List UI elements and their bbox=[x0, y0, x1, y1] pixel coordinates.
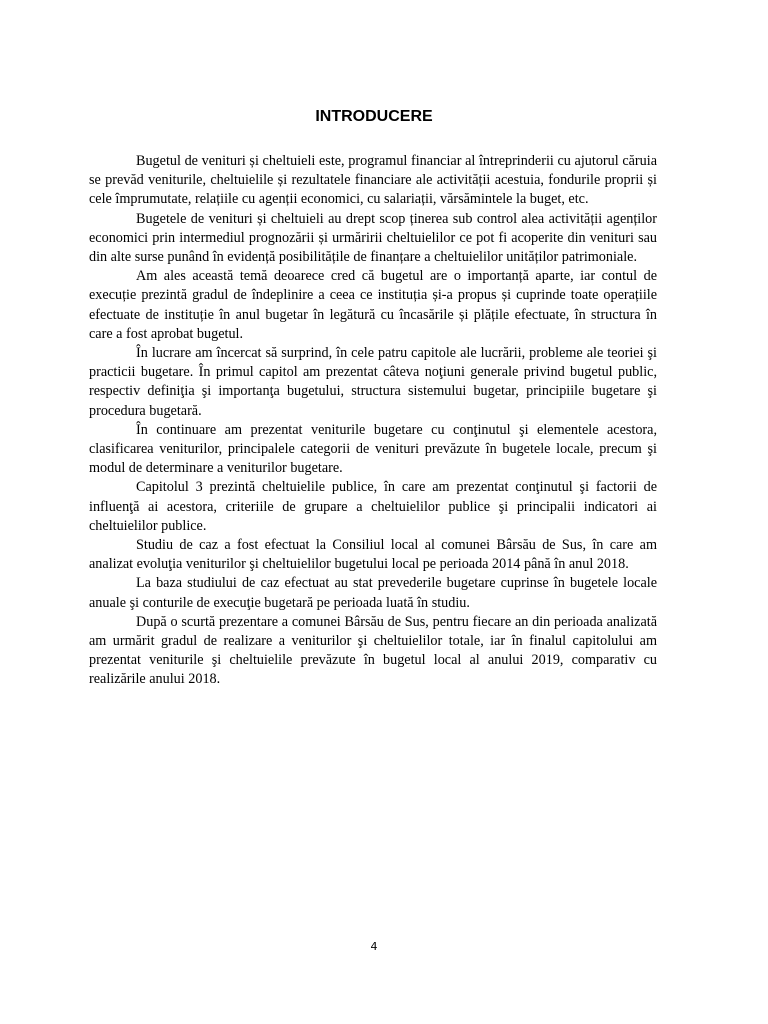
paragraph: Studiu de caz a fost efectuat la Consiliul local al comunei Bârsău de Sus, în care am analizat evoluţia veniturilor şi cheltuielilor bugetului local pe perioada 2014 până în anul 2018. bbox=[89, 537, 657, 573]
page-number: 4 bbox=[370, 940, 378, 953]
paragraph: După o scurtă prezentare a comunei Bârsău de Sus, pentru fiecare an din perioada analizată am urmărit gradul de realizare a veniturilor şi cheltuielilor totale, iar în finalul capitolului am prezentat veniturile şi cheltuielile prevăzute în bugetul local al anului 2019, comparativ cu realizările anului 2018. bbox=[89, 613, 657, 688]
paragraph: Bugetul de venituri și cheltuieli este, programul financiar al întreprinderii cu ajutorul căruia se prevăd veniturile, cheltuielile și rezultatele financiare ale activității acestuia, fondurile proprii și cele împrumutate, relațiile cu agenții economici, cu salariații, vărsămintele la buget, etc. bbox=[89, 153, 657, 208]
page-title: INTRODUCERE bbox=[315, 108, 433, 125]
paragraph: La baza studiului de caz efectuat au stat prevederile bugetare cuprinse în bugetele locale anuale şi conturile de execuţie bugetară pe perioada luată în studiu. bbox=[89, 575, 657, 611]
paragraph: În lucrare am încercat să surprind, în cele patru capitole ale lucrării, probleme ale teoriei şi practicii bugetare. În primul capitol am prezentat câteva noţiuni generale privind bugetul public, respectiv definiţia şi importanţa bugetului, structura sistemului bugetar, principiile bugetare şi procedura bugetară. bbox=[89, 345, 657, 419]
body-text bbox=[89, 152, 657, 690]
paragraph: Capitolul 3 prezintă cheltuielile publice, în care am prezentat conţinutul şi factorii de influenţă ai acestora, criteriile de grupare a cheltuielilor publice şi principalii indicatori ai cheltuielilor publice. bbox=[89, 479, 657, 534]
paragraph: În continuare am prezentat veniturile bugetare cu conţinutul şi elementele acestora, clasificarea veniturilor, principalele categorii de venituri prevăzute în bugetele locale, precum şi modul de determinare a veniturilor bugetare. bbox=[89, 421, 657, 477]
paragraph: Am ales această temă deoarece cred că bugetul are o importanță aparte, iar contul de execuție prezintă gradul de îndeplinire a ceea ce instituția și-a propus și cuprinde toate operațiile efectuate de instituție în anul bugetar în legătură cu încasările și plățile efectuate, în structura în care a fost aprobat bugetul. bbox=[89, 268, 657, 342]
paragraph: Bugetele de venituri și cheltuieli au drept scop ținerea sub control alea activității agenților economici prin intermediul prognozării și urmăririi cheltuielilor ce pot fi acoperite din venituri sau din alte surse punând în evidență posibilitățile de finanțare a cheltuielilor unităților patrimoniale. bbox=[89, 210, 657, 266]
